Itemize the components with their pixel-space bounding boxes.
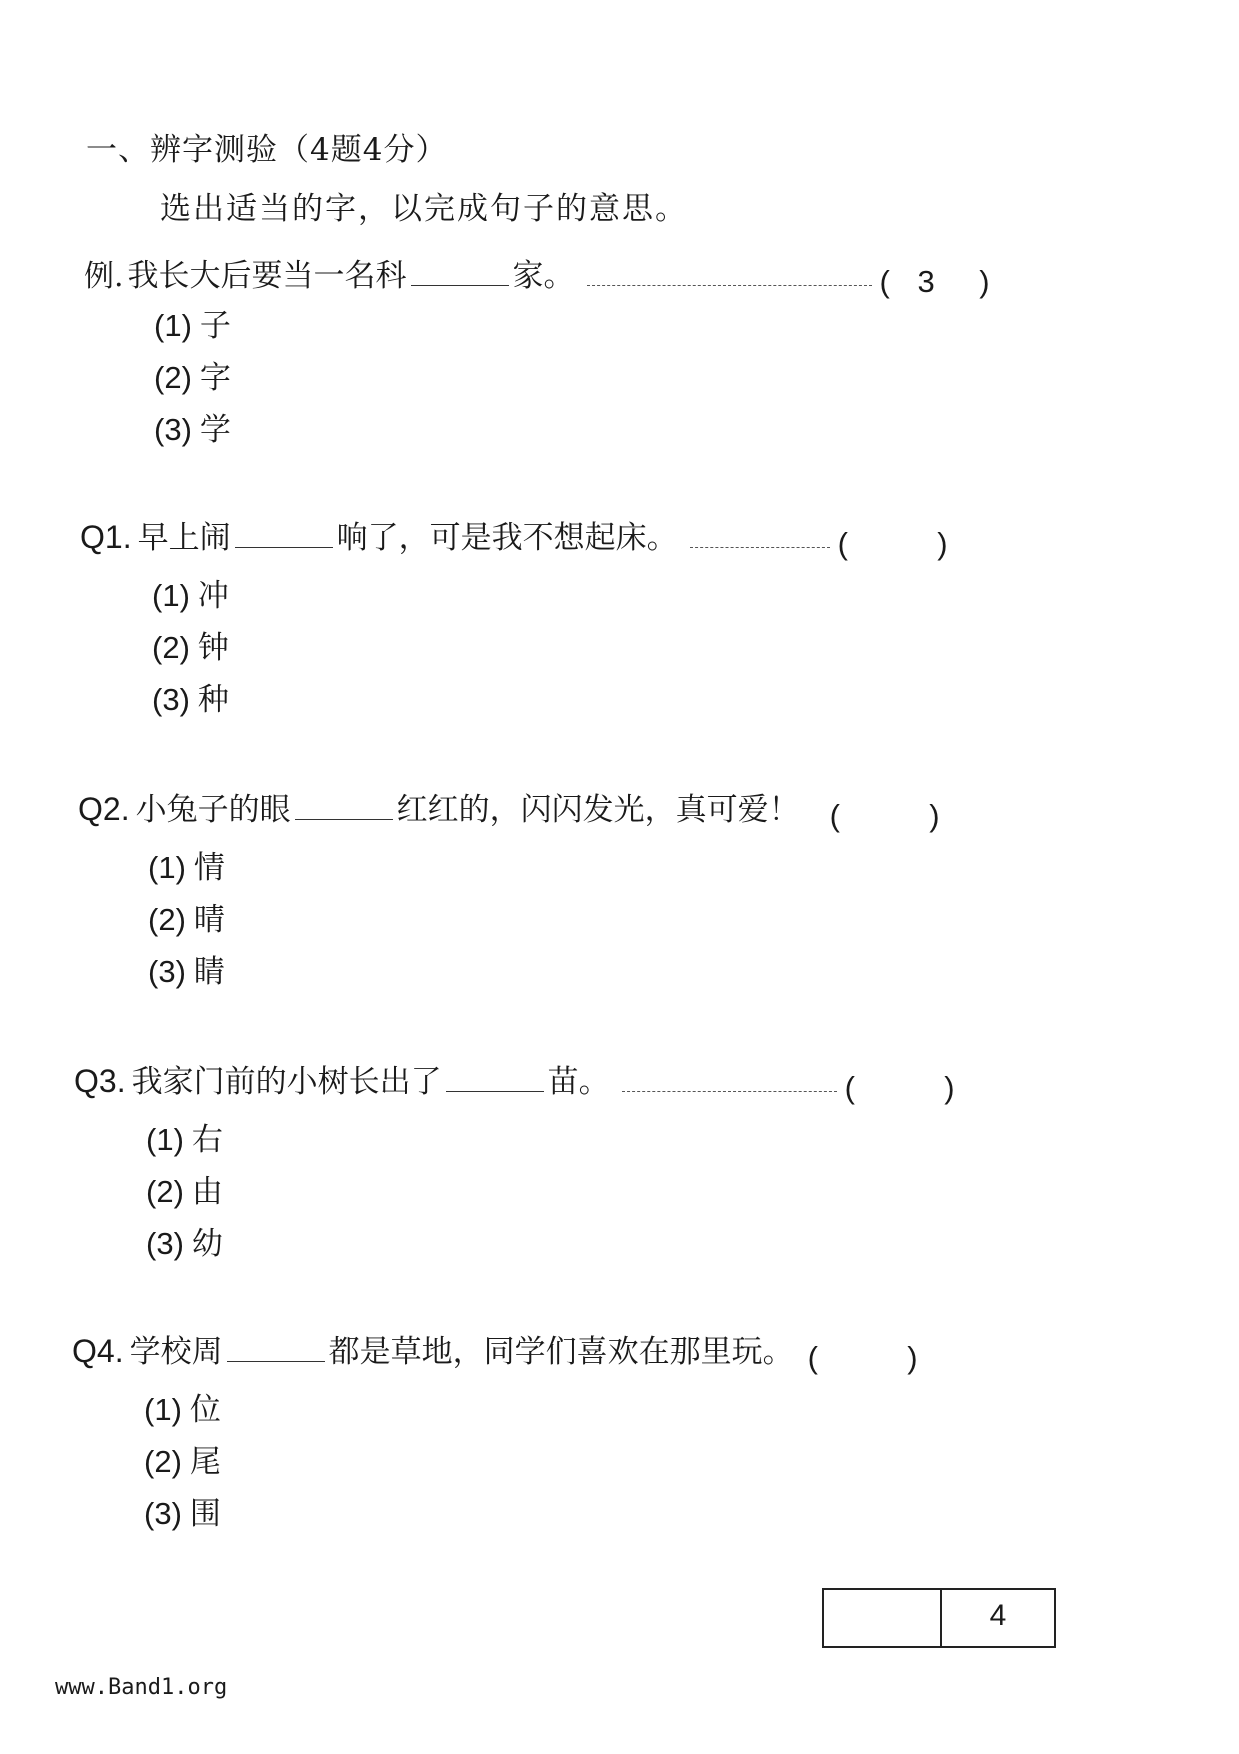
question-text-before: 我家门前的小树长出了	[131, 1064, 442, 1100]
example-text-before: 我长大后要当一名科	[127, 258, 407, 294]
question-label: Q2.	[78, 791, 130, 827]
option: (1) 位	[144, 1392, 221, 1428]
question-text-before: 早上闹	[137, 520, 231, 556]
footer-url: www.Band1.org	[55, 1675, 228, 1700]
question-label: Q4.	[72, 1333, 124, 1369]
example-text-after: 家。	[512, 258, 575, 294]
question-label: Q1.	[80, 519, 132, 555]
example-option: (1) 子	[154, 308, 231, 344]
example-label: 例.	[84, 259, 124, 294]
question-text-after: 红红的，闪闪发光，真可爱！	[396, 792, 800, 828]
answer-blank	[295, 795, 393, 820]
option: (3) 围	[144, 1496, 221, 1532]
question-3: Q3. 我家门前的小树长出了 苗。 ( )	[74, 1056, 955, 1101]
question-text-before: 小兔子的眼	[135, 792, 291, 828]
option: (3) 幼	[146, 1226, 223, 1262]
answer-blank	[446, 1067, 544, 1092]
option: (1) 冲	[152, 578, 229, 614]
question-label: Q3.	[74, 1063, 126, 1099]
answer-blank	[227, 1337, 325, 1362]
score-total: 4	[989, 1599, 1007, 1632]
option: (3) 种	[152, 682, 229, 718]
example-option: (2) 字	[154, 360, 231, 396]
option: (1) 右	[146, 1122, 223, 1158]
question-text-after: 苗。	[547, 1064, 610, 1100]
question-1: Q1. 早上闹 响了，可是我不想起床。 ( )	[80, 512, 948, 557]
question-text-before: 学校周	[129, 1334, 223, 1370]
leader-dashes	[690, 531, 830, 548]
example-option: (3) 学	[154, 412, 231, 448]
answer-blank	[235, 523, 333, 548]
option: (1) 情	[148, 850, 225, 886]
question-text-after: 都是草地，同学们喜欢在那里玩。	[328, 1334, 794, 1370]
leader-dashes	[622, 1075, 837, 1092]
section-title: 一、辨字测验（4题4分）	[86, 132, 448, 168]
example-blank	[411, 261, 509, 286]
score-earned-cell[interactable]	[824, 1590, 942, 1646]
leader-dashes	[587, 269, 872, 286]
option: (2) 晴	[148, 902, 225, 938]
section-instruction: 选出适当的字，以完成句子的意思。	[160, 191, 688, 227]
example-answer: 3	[917, 264, 935, 299]
option: (3) 睛	[148, 954, 225, 990]
example-question: 例. 我长大后要当一名科 家。 ( 3 )	[84, 250, 990, 295]
question-4: Q4. 学校周 都是草地，同学们喜欢在那里玩。 ( )	[72, 1326, 918, 1371]
score-box	[822, 1588, 1056, 1648]
question-text-after: 响了，可是我不想起床。	[336, 520, 678, 556]
question-2: Q2. 小兔子的眼 红红的，闪闪发光，真可爱！ ( )	[78, 784, 940, 829]
option: (2) 尾	[144, 1444, 221, 1480]
option: (2) 由	[146, 1174, 223, 1210]
option: (2) 钟	[152, 630, 229, 666]
